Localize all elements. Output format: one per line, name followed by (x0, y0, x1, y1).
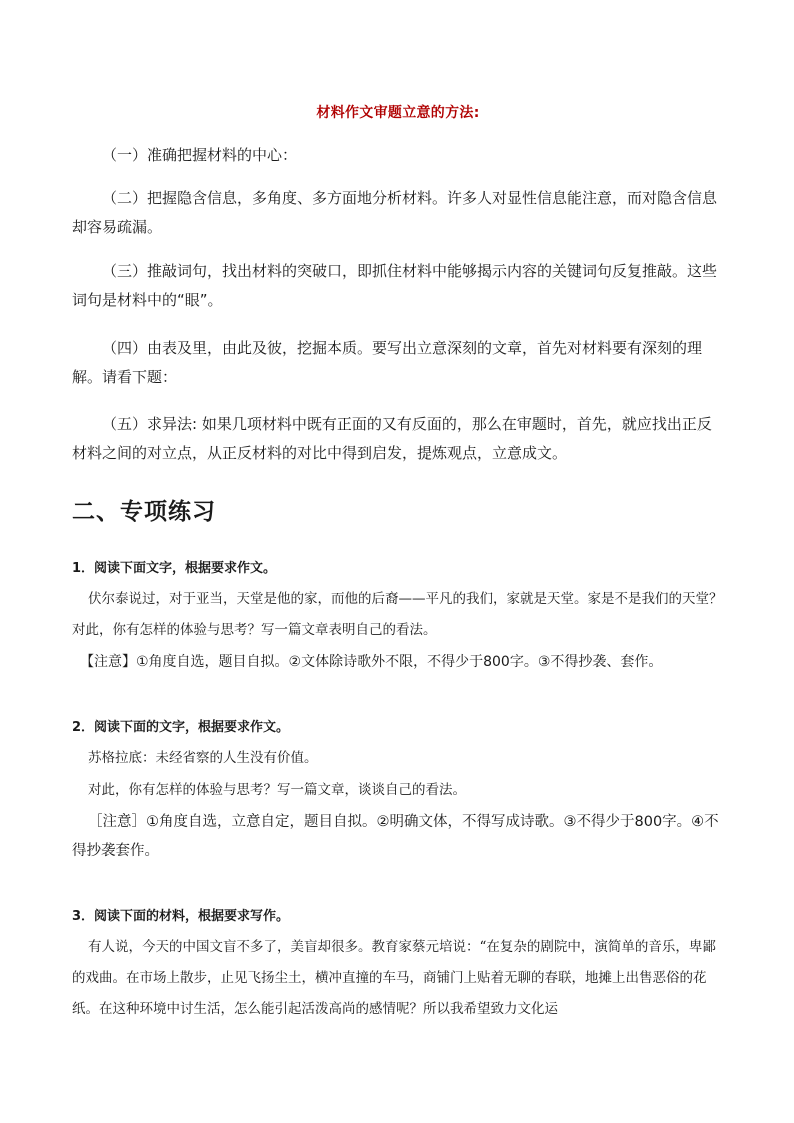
method-4: （四）由表及里，由此及彼，挖掘本质。要写出立意深刻的文章，首先对材料要有深刻的理解。请看下题： (72, 339, 703, 386)
document-title: 材料作文审题立意的方法: (316, 105, 480, 121)
question-3-title: 3．阅读下面的材料，根据要求写作。 (72, 909, 290, 924)
question-2-quote: 苏格拉底：未经省察的人生没有价值。 (88, 750, 318, 766)
question-2-title: 2．阅读下面的文字，根据要求作文。 (72, 720, 290, 735)
question-3-body: 有人说，今天的中国文盲不多了，美盲却很多。教育家蔡元培说：“在复杂的剧院中，演简单的音乐，卑鄙的戏曲。在市场上散步，止见飞扬尘土，横冲直撞的车马，商铺门上贴着无聊的春联，地摊上出售恶俗的花纸。在这种环境中讨生活，怎么能引起活泼高尚的感情呢？所以我希望致力文化运 (72, 939, 716, 1017)
section-heading: 二、专项练习 (72, 499, 216, 525)
question-1-body: 伏尔泰说过，对于亚当，天堂是他的家，而他的后裔——平凡的我们，家就是天堂。家是不是我们的天堂？对此，你有怎样的体验与思考？写一篇文章表明自己的看法。 (72, 591, 723, 638)
question-1-title: 1．阅读下面文字，根据要求作文。 (72, 561, 277, 576)
method-1: （一）准确把握材料的中心： (102, 146, 298, 164)
question-1-note: 【注意】①角度自选，题目自拟。②文体除诗歌外不限，不得少于800字。③不得抄袭、套作。 (80, 654, 663, 670)
method-3: （三）推敲词句，找出材料的突破口，即抓住材料中能够揭示内容的关键词句反复推敲。这些词句是材料中的“眼”。 (72, 262, 718, 309)
method-2: （二）把握隐含信息，多角度、多方面地分析材料。许多人对显性信息能注意，而对隐含信息却容易疏漏。 (72, 189, 718, 236)
question-2-note: ［注意］①角度自选，立意自定，题目自拟。②明确文体，不得写成诗歌。③不得少于800字。④不得抄袭套作。 (72, 814, 719, 859)
method-5: （五）求异法: 如果几项材料中既有正面的又有反面的，那么在审题时，首先，就应找出正反材料之间的对立点，从正反材料的对比中得到启发，提炼观点，立意成文。 (72, 415, 712, 462)
question-2-body: 对此，你有怎样的体验与思考？写一篇文章，谈谈自己的看法。 (88, 782, 466, 798)
